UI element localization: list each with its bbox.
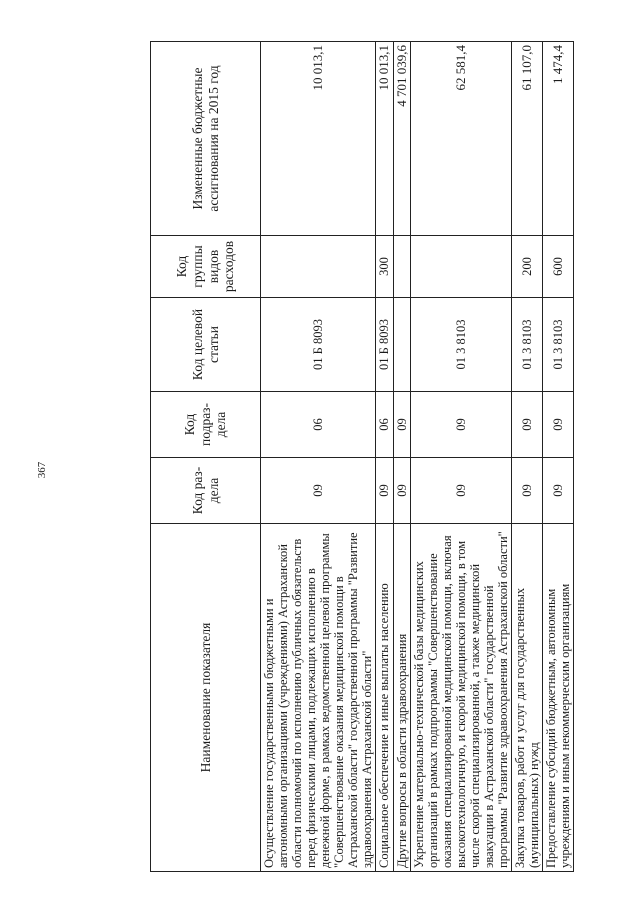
cell-name: Закупка товаров, работ и услуг для государственных (муниципальных) нужд xyxy=(512,524,543,872)
cell-podrazdel: 06 xyxy=(376,392,394,458)
cell-podrazdel: 06 xyxy=(261,392,376,458)
table-row xyxy=(376,42,394,872)
cell-celevaya: 01 Б 8093 xyxy=(261,298,376,392)
cell-name: Осуществление государственными бюджетными и автономными организациями (учреждениями) Астраханской области полномочий по исполнению публичных обязательств перед физическими лицами, подлежащих исполнению в денежной форме, в рамках ведомственной целевой программы "Совершенствование оказания медицинской помощи в Астраханской области" государственной программы "Развитие здравоохранения Астраханской области" xyxy=(261,524,376,872)
header-razdel: Код раз-дела xyxy=(151,458,261,524)
cell-celevaya: 01 3 8103 xyxy=(411,298,512,392)
cell-razdel: 09 xyxy=(512,458,543,524)
cell-razdel: 09 xyxy=(543,458,574,524)
header-podrazdel: Код подраз-дела xyxy=(151,392,261,458)
cell-amount: 4 701 039,6 xyxy=(393,42,411,236)
table-row xyxy=(261,42,376,872)
cell-celevaya: 01 3 8103 xyxy=(543,298,574,392)
cell-amount: 10 013,1 xyxy=(376,42,394,236)
cell-celevaya: 01 3 8103 xyxy=(512,298,543,392)
cell-vid: 200 xyxy=(512,236,543,298)
cell-podrazdel: 09 xyxy=(393,392,411,458)
cell-vid: 300 xyxy=(376,236,394,298)
table-row xyxy=(393,42,411,872)
table-row xyxy=(543,42,574,872)
cell-name: Укрепление материально-технической базы медицинских организаций в рамках подпрограммы "Совершенствование оказания специализированной медицинской помощи, включая высокотехнологичную, и скорой медицинской помощи, в том числе скорой специализированной, а также медицинской эвакуации в Астраханской области" государственной программы "Развитие здравоохранения Астраханской области" xyxy=(411,524,512,872)
cell-celevaya xyxy=(393,298,411,392)
cell-vid xyxy=(411,236,512,298)
cell-amount: 1 474,4 xyxy=(543,42,574,236)
header-amount: Измененные бюджетные ассигнования на 2015 год xyxy=(151,42,261,236)
cell-name: Другие вопросы в области здравоохранения xyxy=(393,524,411,872)
cell-amount: 62 581,4 xyxy=(411,42,512,236)
table-row xyxy=(512,42,543,872)
cell-vid: 600 xyxy=(543,236,574,298)
header-vid: Код группы видов расходов xyxy=(151,236,261,298)
cell-podrazdel: 09 xyxy=(543,392,574,458)
cell-podrazdel: 09 xyxy=(411,392,512,458)
header-name: Наименование показателя xyxy=(151,524,261,872)
cell-name: Социальное обеспечение и иные выплаты населению xyxy=(376,524,394,872)
cell-razdel: 09 xyxy=(393,458,411,524)
cell-amount: 10 013,1 xyxy=(261,42,376,236)
cell-razdel: 09 xyxy=(261,458,376,524)
cell-amount: 61 107,0 xyxy=(512,42,543,236)
page-number: 367 xyxy=(36,461,48,479)
cell-celevaya: 01 Б 8093 xyxy=(376,298,394,392)
cell-vid xyxy=(393,236,411,298)
cell-vid xyxy=(261,236,376,298)
cell-razdel: 09 xyxy=(411,458,512,524)
rotated-page xyxy=(150,42,573,872)
table-row xyxy=(411,42,512,872)
budget-table xyxy=(150,41,574,872)
cell-name: Предоставление субсидий бюджетным, автономным учреждениям и иным некоммерческим организациям xyxy=(543,524,574,872)
table-header-row xyxy=(151,42,261,872)
header-celevaya: Код целевой статьи xyxy=(151,298,261,392)
cell-podrazdel: 09 xyxy=(512,392,543,458)
cell-razdel: 09 xyxy=(376,458,394,524)
